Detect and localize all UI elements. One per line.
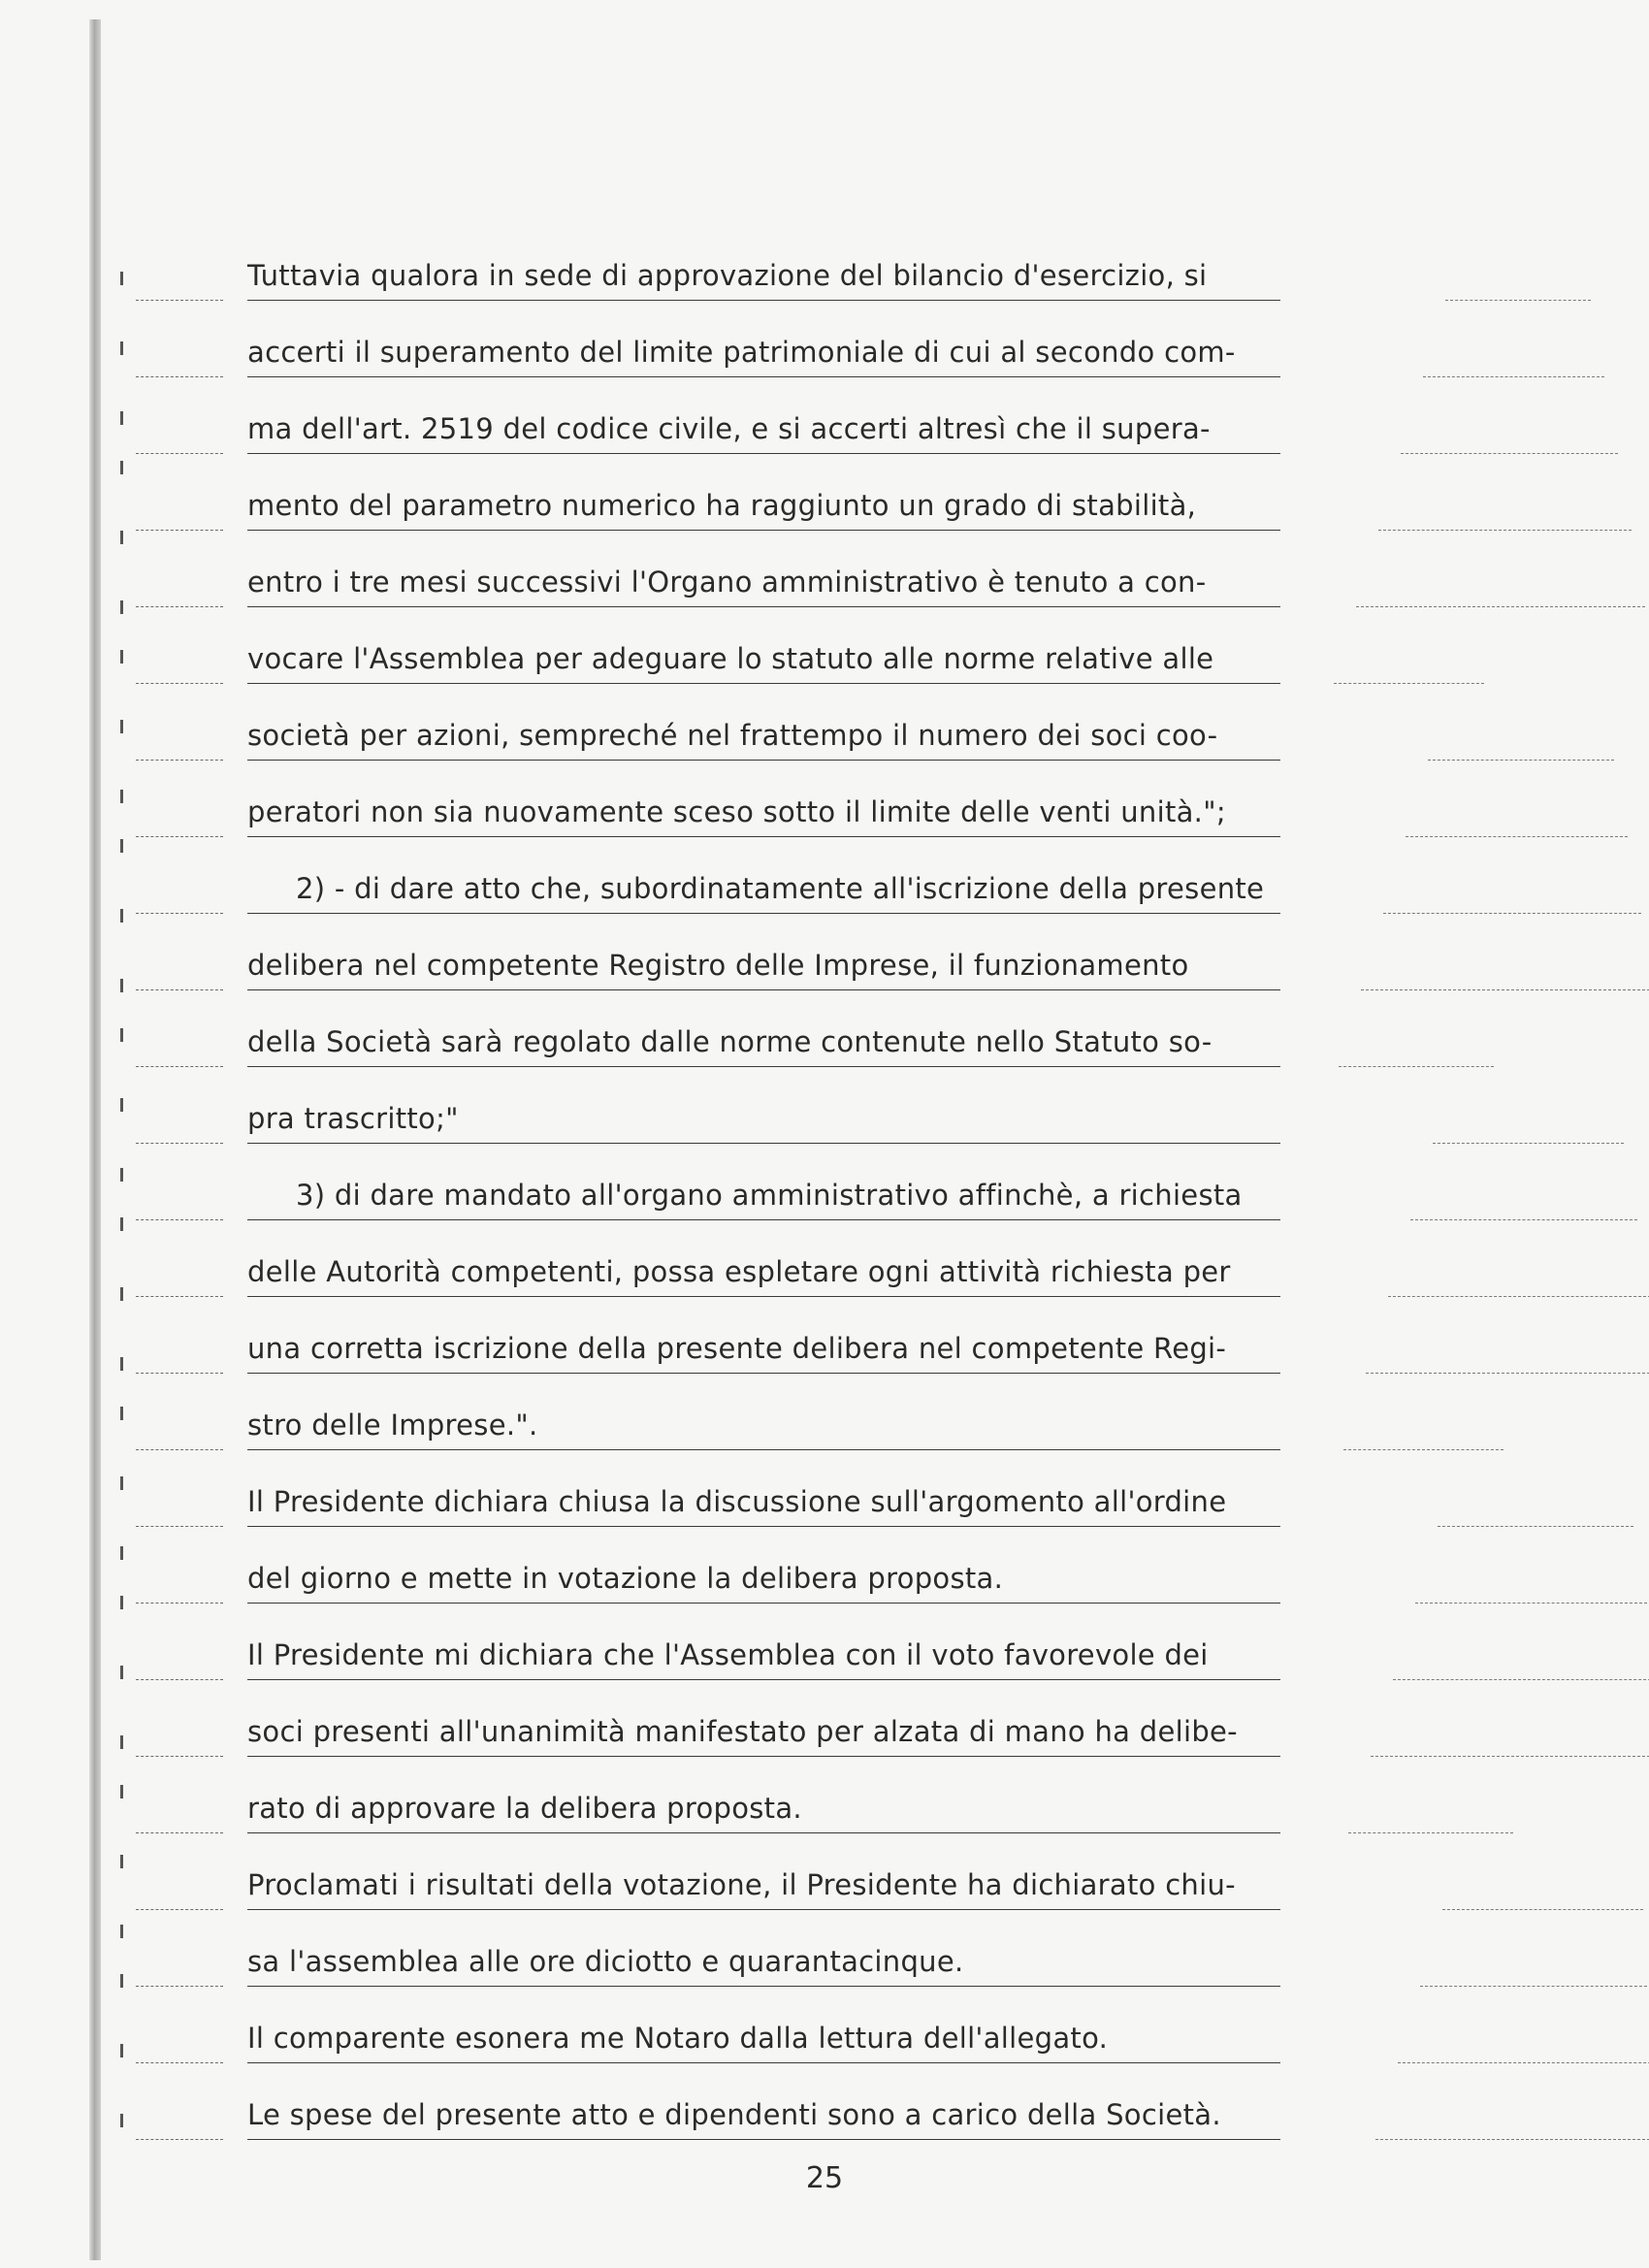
line-text: Proclamati i risultati della votazione, il Presidente ha dichiarato chiu- (247, 1868, 1236, 1901)
line-text: rato di approvare la delibera proposta. (247, 1792, 802, 1825)
page-number: 25 (805, 2161, 844, 2195)
text-line (247, 1617, 1280, 1694)
margin-tick (120, 1476, 123, 1490)
margin-tick (120, 979, 123, 992)
margin-tick (120, 1407, 123, 1420)
text-line (247, 697, 1280, 774)
text-line (247, 314, 1280, 391)
margin-tick (120, 272, 123, 285)
margin-rule (1375, 2139, 1649, 2140)
document-body (247, 238, 1280, 2154)
margin-rule (1334, 683, 1484, 684)
margin-tick (120, 1735, 123, 1749)
margin-tick (120, 909, 123, 923)
margin-tick (120, 411, 123, 425)
line-text: società per azioni, sempreché nel frattempo il numero dei soci coo- (247, 719, 1218, 752)
margin-tick (120, 1546, 123, 1560)
line-text: sa l'assemblea alle ore diciotto e quarantacinque. (247, 1945, 964, 1978)
margin-rule (1356, 606, 1645, 607)
text-line (247, 1924, 1280, 2000)
line-text: pra trascritto;" (247, 1102, 459, 1135)
margin-tick (120, 2114, 123, 2127)
text-line (247, 927, 1280, 1004)
text-line (247, 1081, 1280, 1157)
margin-rule (1378, 530, 1632, 531)
margin-rule (1401, 453, 1618, 454)
margin-rule (1348, 1832, 1513, 1833)
margin-rule (1366, 1373, 1649, 1374)
line-text: ma dell'art. 2519 del codice civile, e si accerti altresì che il supera- (247, 412, 1211, 445)
line-text: soci presenti all'unanimità manifestato per alzata di mano ha delibe- (247, 1715, 1238, 1748)
margin-rule (1393, 1679, 1649, 1680)
margin-rule (1445, 300, 1591, 301)
margin-rule (1420, 1986, 1649, 1987)
margin-tick (120, 650, 123, 664)
line-text: Le spese del presente atto e dipendenti sono a carico della Società. (247, 2098, 1221, 2131)
margin-rule (1415, 1603, 1647, 1604)
line-text: vocare l'Assemblea per adeguare lo statuto alle norme relative alle (247, 642, 1214, 675)
line-text: peratori non sia nuovamente sceso sotto il limite delle venti unità."; (247, 795, 1226, 828)
text-line (247, 1157, 1280, 1234)
margin-rule (1423, 376, 1604, 377)
line-text: una corretta iscrizione della presente delibera nel competente Regi- (247, 1332, 1227, 1365)
margin-tick (120, 2044, 123, 2057)
text-line (247, 1387, 1280, 1464)
margin-tick (120, 1028, 123, 1042)
line-text: Il Presidente mi dichiara che l'Assemblea con il voto favorevole dei (247, 1638, 1209, 1671)
margin-rule (1433, 1143, 1624, 1144)
margin-rule (1406, 836, 1628, 837)
line-text: 2) - di dare atto che, subordinatamente all'iscrizione della presente (296, 872, 1265, 905)
margin-tick (120, 1785, 123, 1798)
margin-tick (120, 1217, 123, 1231)
margin-tick (120, 839, 123, 853)
line-text: 3) di dare mandato all'organo amministrativo affinchè, a richiesta (296, 1179, 1243, 1212)
margin-tick (120, 1974, 123, 1988)
text-line (247, 2077, 1280, 2154)
line-text: delibera nel competente Registro delle Imprese, il funzionamento (247, 949, 1189, 982)
line-text: entro i tre mesi successivi l'Organo amministrativo è tenuto a con- (247, 566, 1207, 599)
margin-rule (1361, 989, 1649, 990)
margin-tick (120, 600, 123, 614)
line-text: stro delle Imprese.". (247, 1409, 538, 1442)
margin-rule (1410, 1219, 1637, 1220)
text-line (247, 1464, 1280, 1540)
line-text: accerti il superamento del limite patrimoniale di cui al secondo com- (247, 336, 1236, 369)
margin-rule (1339, 1066, 1494, 1067)
text-line (247, 1234, 1280, 1311)
line-text: Il Presidente dichiara chiusa la discussione sull'argomento all'ordine (247, 1485, 1227, 1518)
margin-tick (120, 1855, 123, 1868)
text-line (247, 851, 1280, 927)
margin-tick (120, 531, 123, 544)
text-line (247, 774, 1280, 851)
line-text: del giorno e mette in votazione la delibera proposta. (247, 1562, 1004, 1595)
margin-tick (120, 1925, 123, 1938)
margin-tick (120, 1666, 123, 1679)
text-line (247, 544, 1280, 621)
margin-tick (120, 1168, 123, 1182)
text-line (247, 391, 1280, 468)
margin-tick (120, 1098, 123, 1112)
margin-tick (120, 1357, 123, 1371)
margin-ticks (114, 272, 134, 2163)
text-line (247, 468, 1280, 544)
line-text: Il comparente esonera me Notaro dalla lettura dell'allegato. (247, 2022, 1109, 2055)
margin-tick (120, 1596, 123, 1609)
margin-rule (1442, 1909, 1643, 1910)
margin-tick (120, 1287, 123, 1301)
margin-tick (120, 790, 123, 803)
text-line (247, 1770, 1280, 1847)
margin-rule (1428, 760, 1614, 761)
margin-rule (1383, 913, 1641, 914)
text-line (247, 1540, 1280, 1617)
margin-tick (120, 341, 123, 355)
line-text: delle Autorità competenti, possa espletare ogni attività richiesta per (247, 1255, 1231, 1288)
text-line (247, 621, 1280, 697)
text-line (247, 2000, 1280, 2077)
margin-rule (1371, 1756, 1649, 1757)
line-text: della Società sarà regolato dalle norme contenute nello Statuto so- (247, 1025, 1212, 1058)
margin-rule (1343, 1449, 1504, 1450)
text-line (247, 238, 1280, 314)
line-text: mento del parametro numerico ha raggiunto un grado di stabilità, (247, 489, 1197, 522)
text-line (247, 1694, 1280, 1770)
text-line (247, 1847, 1280, 1924)
binding-edge (89, 19, 101, 2260)
margin-rule (1398, 2062, 1649, 2063)
margin-tick (120, 720, 123, 733)
margin-tick (120, 461, 123, 474)
line-text: Tuttavia qualora in sede di approvazione del bilancio d'esercizio, si (247, 259, 1208, 292)
text-line (247, 1311, 1280, 1387)
margin-rule (1438, 1526, 1633, 1527)
margin-rule (1388, 1296, 1649, 1297)
text-line (247, 1004, 1280, 1081)
